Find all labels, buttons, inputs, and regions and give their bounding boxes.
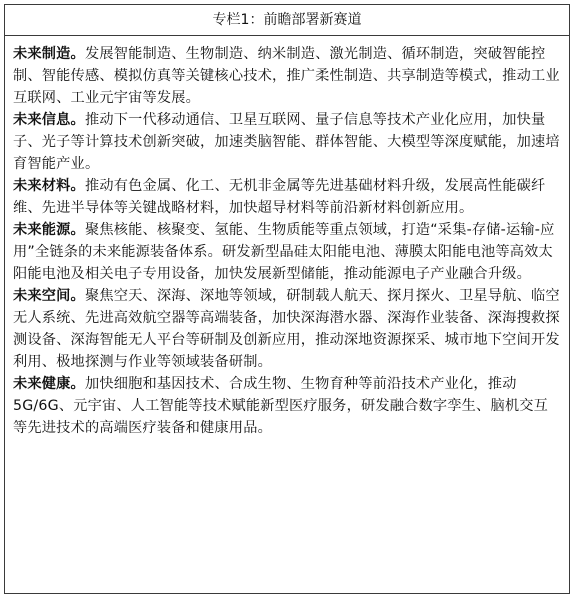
- section-future-health: [13, 373, 561, 439]
- section-heading: 未来健康。: [13, 376, 85, 392]
- section-heading: 未来制造。: [13, 46, 85, 62]
- section-heading: 未来空间。: [13, 288, 85, 304]
- section-text: 发展智能制造、生物制造、纳米制造、激光制造、循环制造，突破智能控制、智能传感、模拟仿真等关键核心技术，推广柔性制造、共享制造等模式，推动工业互联网、工业元宇宙等发展。: [13, 46, 560, 106]
- section-text: 加快细胞和基因技术、合成生物、生物育种等前沿技术产业化，推动5G/6G、元宇宙、人工智能等技术赋能新型医疗服务，研发融合数字孪生、脑机交互等先进技术的高端医疗装备和健康用品。: [13, 376, 548, 436]
- section-future-information: [13, 109, 561, 175]
- column-title: 专栏1：前瞻部署新赛道: [212, 12, 362, 28]
- column-box: [4, 4, 570, 594]
- section-heading: 未来信息。: [13, 112, 85, 128]
- section-heading: 未来能源。: [13, 222, 85, 238]
- section-text: 推动有色金属、化工、无机非金属等先进基础材料升级，发展高性能碳纤维、先进半导体等关键战略材料，加快超导材料等前沿新材料创新应用。: [13, 178, 546, 216]
- section-text: 聚焦空天、深海、深地等领域，研制载人航天、探月探火、卫星导航、临空无人系统、先进高效航空器等高端装备，加快深海潜水器、深海作业装备、深海搜救探测设备、深海智能无人平台等研制及创新应用，推动深地资源探采、城市地下空间开发利用、极地探测与作业等领域装备研制。: [13, 288, 560, 370]
- section-future-space: [13, 285, 561, 373]
- column-content: [5, 36, 569, 439]
- column-title-row: [5, 5, 569, 36]
- section-heading: 未来材料。: [13, 178, 85, 194]
- section-future-materials: [13, 175, 561, 219]
- section-text: 推动下一代移动通信、卫星互联网、量子信息等技术产业化应用，加快量子、光子等计算技术创新突破，加速类脑智能、群体智能、大模型等深度赋能，加速培育智能产业。: [13, 112, 560, 172]
- section-future-manufacturing: [13, 43, 561, 109]
- section-text: 聚焦核能、核聚变、氢能、生物质能等重点领域，打造“采集-存储-运输-应用”全链条的未来能源装备体系。研发新型晶硅太阳能电池、薄膜太阳能电池等高效太阳能电池及相关电子专用设备，加快发展新型储能，推动能源电子产业融合升级。: [13, 222, 555, 282]
- section-future-energy: [13, 219, 561, 285]
